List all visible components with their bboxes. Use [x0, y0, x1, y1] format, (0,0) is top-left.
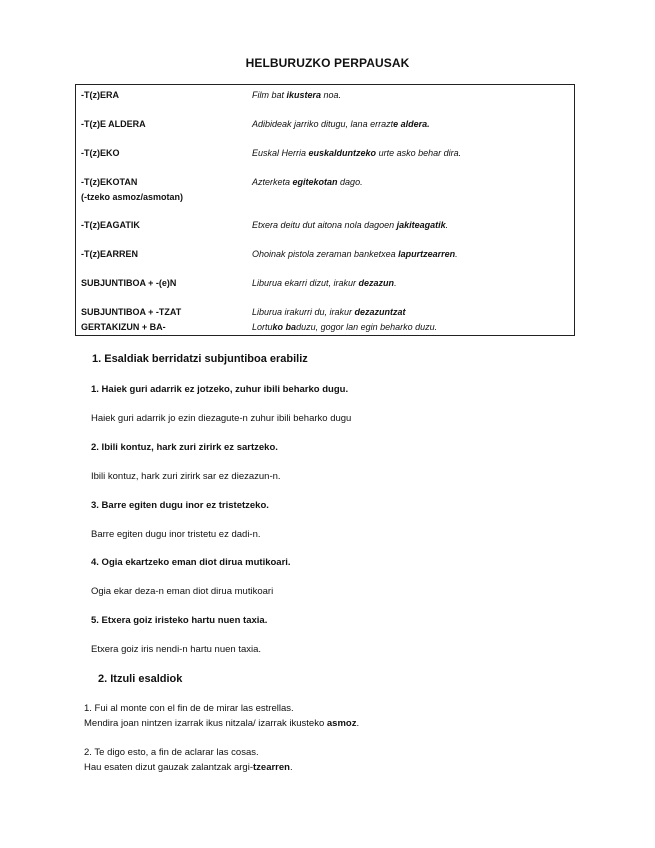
text-run: Liburua ekarri dizut, irakur	[252, 278, 359, 288]
exercise-question: 1. Haiek guri adarrik ez jotzeko, zuhur ibili beharko dugu.	[91, 384, 349, 395]
text-run: Film bat	[252, 90, 287, 100]
text-run: Euskal Herria	[252, 148, 309, 158]
text-run: Etxera deitu dut aitona nola dagoen	[252, 220, 397, 230]
suffix-label: SUBJUNTIBOA + -TZAT	[81, 307, 182, 317]
emphasis-text: jakiteagatik	[396, 220, 446, 230]
suffix-label: -T(z)EKOTAN	[81, 177, 138, 187]
suffix-label: -T(z)ERA	[81, 90, 119, 100]
exercise-answer: Ibili kontuz, hark zuri zirirk sar ez diezazun-n.	[91, 471, 281, 482]
text-run: .	[356, 718, 360, 729]
text-run: .	[455, 249, 458, 259]
example-sentence	[252, 305, 406, 319]
emphasis-text: tzearren	[253, 762, 290, 773]
emphasis-text: egitekotan	[292, 177, 338, 187]
suffix-label: -T(z)E ALDERA	[81, 119, 146, 129]
text-run: urte asko behar dira.	[376, 148, 462, 158]
example-sentence	[252, 117, 430, 131]
grammar-table	[75, 84, 575, 336]
example-sentence	[252, 276, 397, 290]
emphasis-text: dezazuntzat	[354, 307, 406, 317]
text-run: dago.	[337, 177, 363, 187]
example-sentence	[252, 247, 458, 261]
section-1-heading: 1. Esaldiak berridatzi subjuntiboa erabiliz	[92, 353, 308, 365]
source-sentence: 2. Te digo esto, a fin de aclarar las cosas.	[84, 747, 259, 758]
text-run: duzu, gogor lan egin beharko duzu.	[296, 322, 438, 332]
emphasis-text: dezazun	[358, 278, 395, 288]
example-sentence	[252, 218, 448, 232]
suffix-label: -T(z)EARREN	[81, 249, 138, 259]
exercise-question: 4. Ogia ekartzeko eman diot dirua mutikoari.	[91, 557, 291, 568]
example-sentence	[252, 175, 363, 189]
text-run: .	[289, 762, 293, 773]
suffix-label: -T(z)EKO	[81, 148, 120, 158]
exercise-question: 2. Ibili kontuz, hark zuri zirirk ez sartzeko.	[91, 442, 278, 453]
example-sentence	[252, 88, 341, 102]
page-title: HELBURUZKO PERPAUSAK	[245, 56, 410, 70]
text-run: Adibideak jarriko ditugu, lana errazt	[252, 119, 394, 129]
emphasis-text: ikustera	[286, 90, 322, 100]
text-run: .	[445, 220, 449, 230]
text-run: Azterketa	[252, 177, 293, 187]
translation-sentence	[84, 761, 293, 775]
emphasis-text: asmoz	[326, 718, 357, 729]
text-run: Ohoinak pistola zeraman banketxea	[252, 249, 399, 259]
text-run: Liburua irakurri du, irakur	[252, 307, 355, 317]
emphasis-text: ko	[272, 322, 284, 332]
suffix-label: (-tzeko asmoz/asmotan)	[81, 192, 184, 202]
example-sentence	[252, 146, 461, 160]
text-run: Hau esaten dizut gauzak zalantzak argi-	[84, 762, 253, 773]
exercise-answer: Etxera goiz iris nendi-n hartu nuen taxia.	[91, 644, 262, 655]
example-sentence	[252, 320, 437, 334]
source-sentence: 1. Fui al monte con el fin de de mirar las estrellas.	[84, 703, 294, 714]
exercise-answer: Ogia ekar deza-n eman diot dirua mutikoari	[91, 586, 274, 597]
exercise-answer: Haiek guri adarrik jo ezin diezagute-n zuhur ibili beharko dugu	[91, 413, 352, 424]
suffix-label: SUBJUNTIBOA + -(e)N	[81, 278, 177, 288]
text-run: Mendira joan nintzen izarrak ikus nitzala/ izarrak ikusteko	[84, 718, 327, 729]
emphasis-text: ba	[285, 322, 297, 332]
text-run: .	[394, 278, 397, 288]
emphasis-text: e aldera.	[393, 119, 430, 129]
translation-sentence	[84, 717, 359, 731]
exercise-question: 3. Barre egiten dugu inor ez tristetzeko.	[91, 500, 269, 511]
suffix-label: GERTAKIZUN + BA-	[81, 322, 166, 332]
exercise-question: 5. Etxera goiz iristeko hartu nuen taxia.	[91, 615, 268, 626]
section-2-heading: 2. Itzuli esaldiok	[98, 673, 183, 685]
exercise-answer: Barre egiten dugu inor tristetu ez dadi-n.	[91, 529, 261, 540]
text-run: Lortu	[252, 322, 273, 332]
text-run: noa.	[321, 90, 342, 100]
emphasis-text: lapurtzearren	[398, 249, 456, 259]
emphasis-text: euskalduntzeko	[308, 148, 377, 158]
suffix-label: -T(z)EAGATIK	[81, 220, 140, 230]
